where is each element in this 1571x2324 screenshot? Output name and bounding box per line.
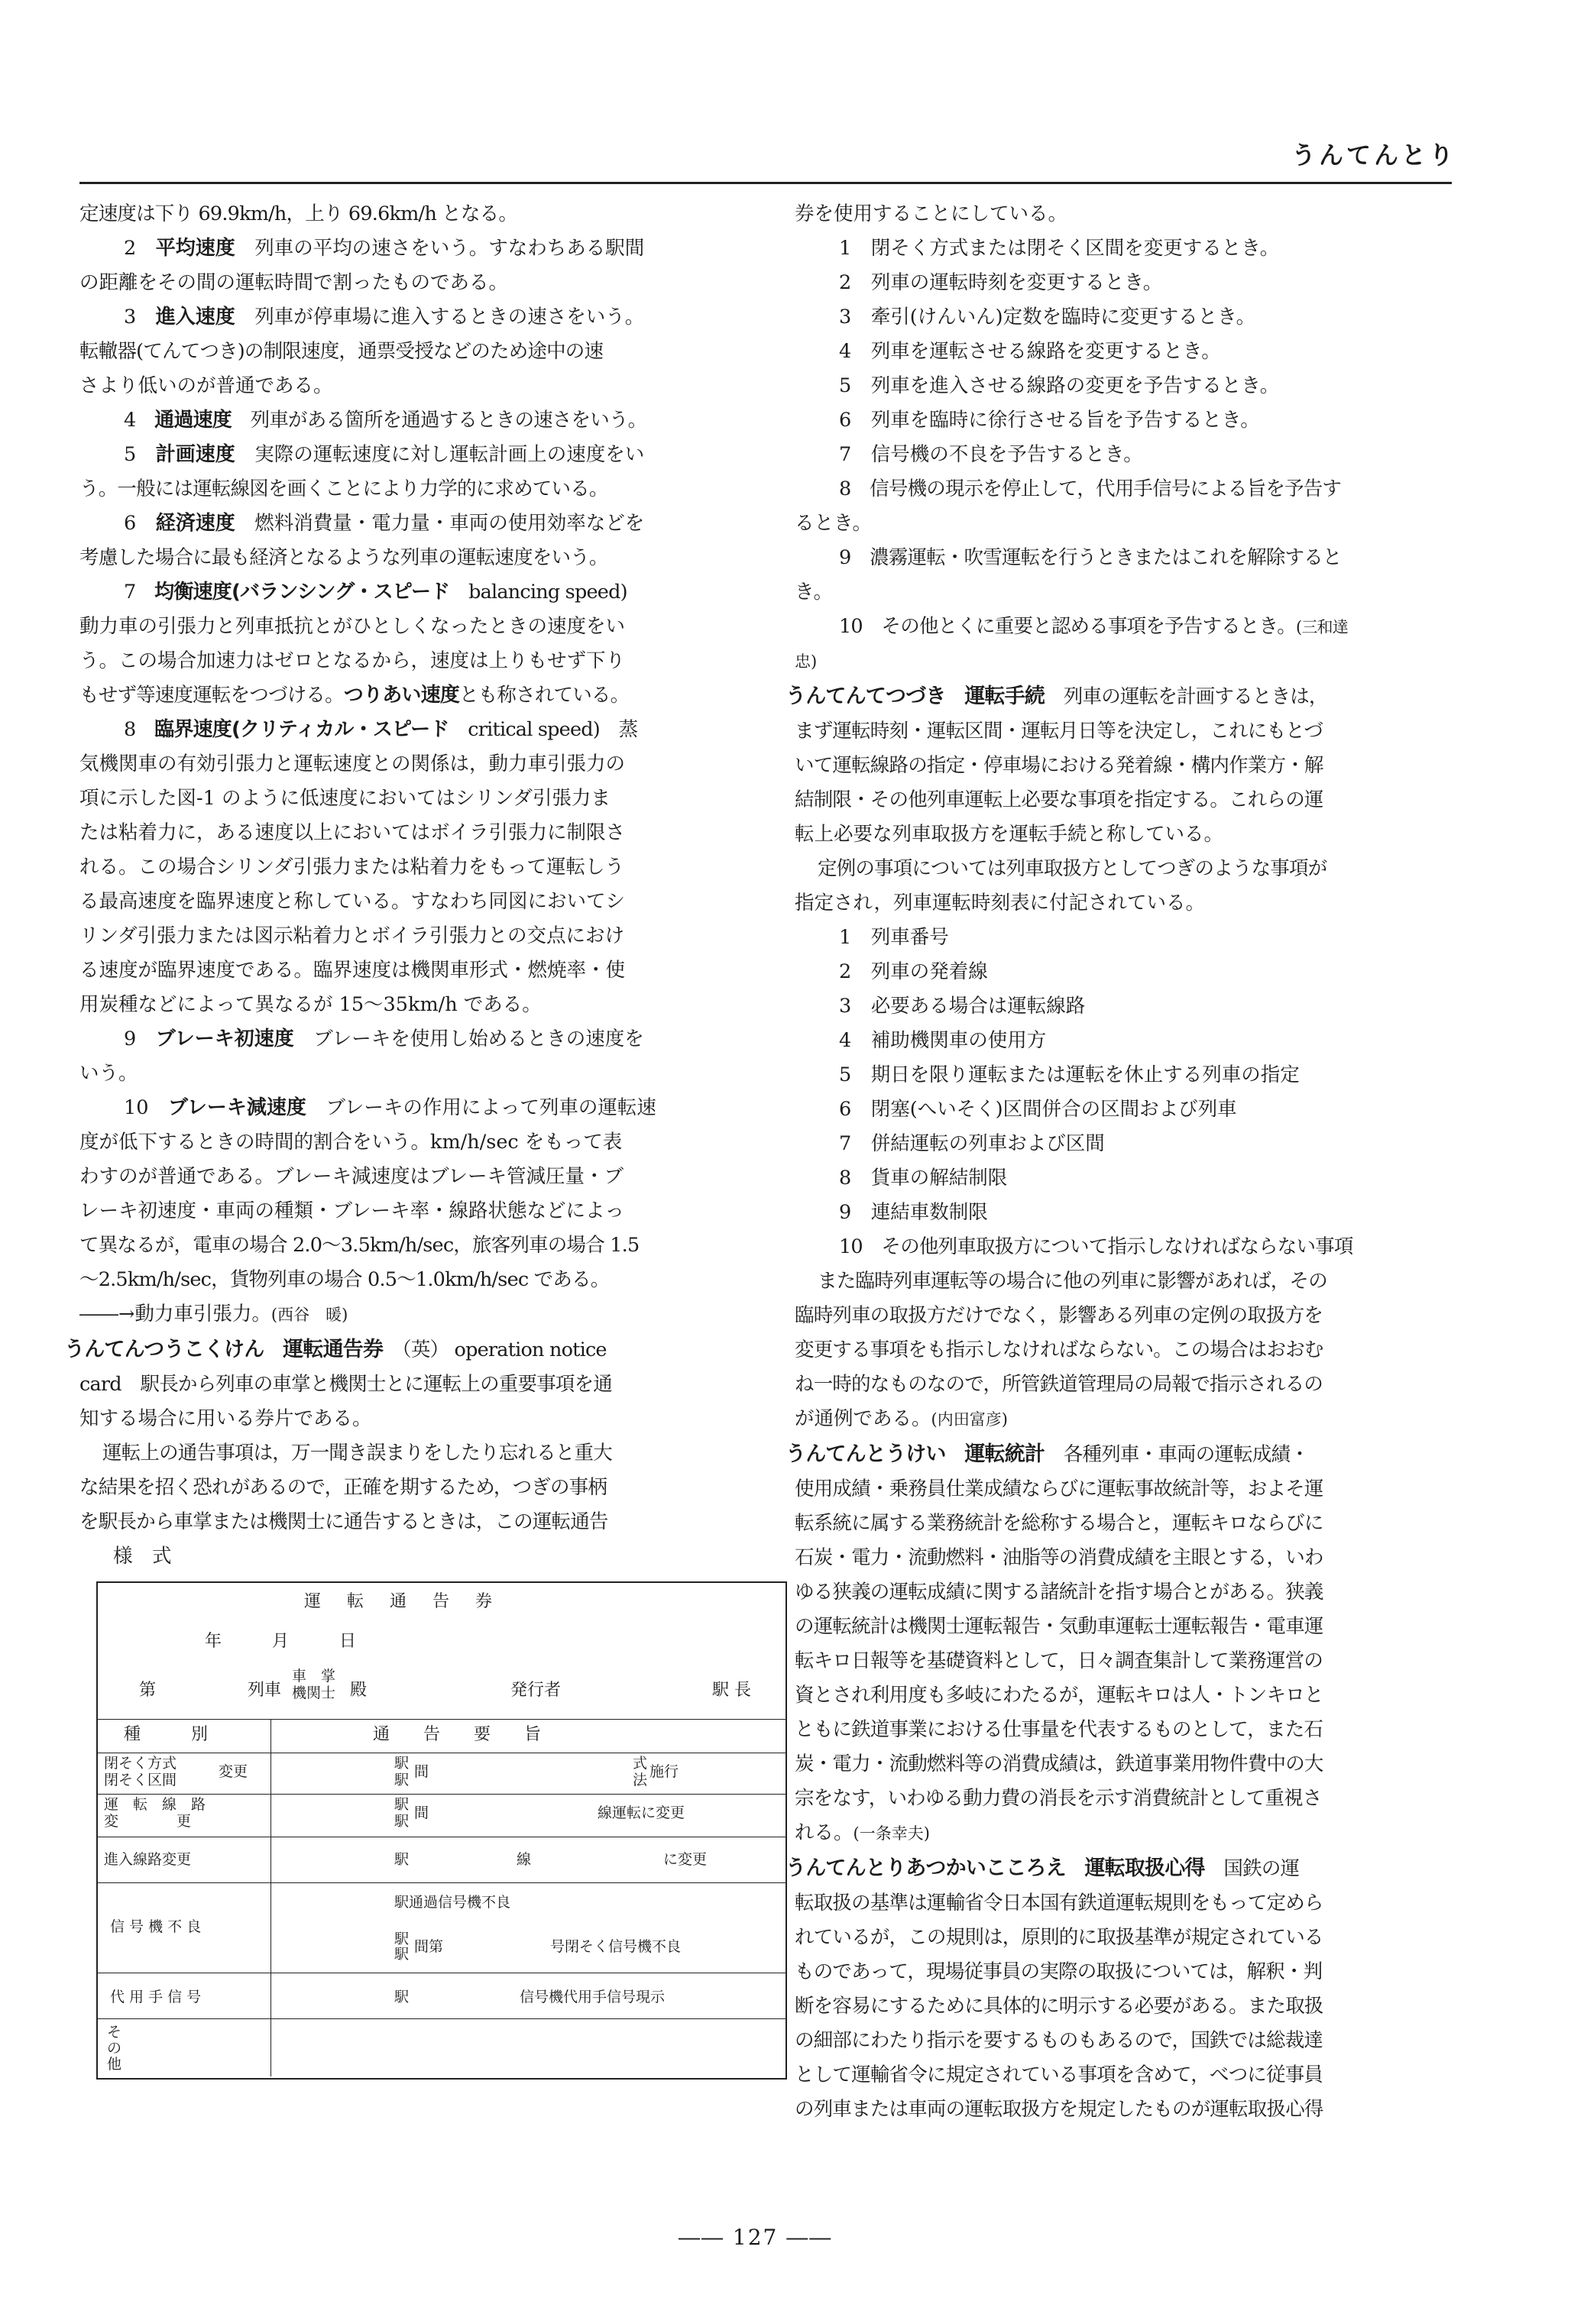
term: 均衡速度(バランシング・スピード: [154, 581, 450, 604]
text-line: る最高速度を臨界速度と称している。すなわち同図においてシ: [79, 890, 626, 913]
text-line: の列車または車両の運転取扱方を規定したものが運転取扱心得: [795, 2098, 1323, 2121]
text-line: な結果を招く恐れがあるので，正確を期するため，つぎの事柄: [79, 1476, 607, 1499]
left-column: [64, 197, 751, 2080]
text-line: き。: [795, 581, 833, 604]
form-cell: 駅: [394, 1813, 410, 1830]
form-cell: 駅通過信号機不良: [394, 1894, 511, 1911]
form-cell: に変更: [663, 1851, 708, 1868]
form-cell: 閉そく方式: [104, 1755, 177, 1772]
text-line: れる。(一条幸夫): [795, 1821, 930, 1844]
entry-term: 運転取扱心得: [1084, 1856, 1205, 1880]
entry-term: 運転統計: [964, 1442, 1045, 1466]
operation-notice-form: [96, 1581, 787, 2080]
text-line: う。一般には運転線図を画くことにより力学的に求めている。: [79, 477, 608, 500]
form-date: 年 月 日: [205, 1632, 357, 1651]
form-cell: 法: [633, 1772, 648, 1788]
form-cell: 変 更: [104, 1813, 192, 1830]
text-line: 知する場合に用いる券片である。: [79, 1407, 372, 1430]
form-cell: 駅: [394, 1931, 410, 1947]
list-item: 2 列車の運転時刻を変更するとき。: [839, 271, 1163, 294]
author: (内田富彦): [931, 1410, 1008, 1429]
text-line: わすのが普通である。ブレーキ減速度はブレーキ管減圧量・ブ: [79, 1165, 624, 1188]
list-item: 5 計画速度 実際の運転速度に対し運転計画上の速度をい: [124, 443, 645, 466]
author: (西谷 暖): [270, 1306, 348, 1324]
term: 通過速度: [154, 409, 232, 432]
form-cell: 進入線路変更: [104, 1851, 192, 1868]
entry-heading: うんてんとうけい 運転統計 各種列車・車両の運転成績・: [786, 1442, 1309, 1466]
text-line: 動力車の引張力と列車抵抗とがひとしくなったときの速度をい: [79, 615, 626, 638]
text-line: 転上必要な列車取扱方を運転手続と称している。: [795, 823, 1224, 846]
form-cell: 線: [517, 1851, 532, 1868]
term: 進入速度: [155, 306, 235, 329]
list-item: 8 貨車の解結制限: [839, 1167, 1008, 1190]
text-line: リンダ引張力または図示粘着力とボイラ引張力との交点におけ: [79, 924, 624, 947]
text-line: 項に示した図-1 のように低速度においてはシリンダ引張力ま: [79, 787, 611, 810]
term: 経済速度: [155, 512, 235, 535]
form-cell: 駅: [394, 1851, 410, 1868]
running-header: うんてんとり: [1291, 141, 1457, 170]
list-item: 2 平均速度 列車の平均の速さをいう。すなわちある駅間: [124, 237, 645, 260]
header-rule: [79, 182, 1452, 184]
form-cell: 駅: [394, 1796, 410, 1813]
column-header: 種 別: [124, 1725, 209, 1744]
text-line: いう。: [79, 1062, 138, 1085]
text-line: 炭・電力・流動燃料等の消費成績は，鉄道事業用物件費中の大: [795, 1753, 1323, 1775]
text-line: として運輸省令に規定されている事項を含めて，べつに従事員: [795, 2063, 1323, 2086]
form-title: 運 転 通 告 券: [304, 1592, 497, 1611]
text-line: を駅長から車掌または機関士に通告するときは，この運転通告: [79, 1510, 608, 1533]
text-line: が通例である。(内田富彦): [795, 1407, 1008, 1430]
form-caption: 様 式: [113, 1545, 172, 1568]
text-line: 断を容易にするために具体的に明示する必要がある。また取扱: [795, 1995, 1323, 2018]
entry-heading: うんてんつうこくけん 運転通告券 （英） operation notice: [64, 1338, 607, 1361]
text-line: たは粘着力に，ある速度以上においてはボイラ引張力に制限さ: [79, 821, 626, 844]
list-item: 4 列車を運転させる線路を変更するとき。: [839, 340, 1221, 363]
text-line: 定例の事項については列車取扱方としてつぎのような事項が: [818, 857, 1327, 880]
form-cell: 間: [414, 1763, 429, 1780]
text-line: 転系統に属する業務統計を総称する場合と，運転キロならびに: [795, 1512, 1323, 1535]
text-line: レーキ初速度・車両の種類・ブレーキ率・線路状態などによっ: [79, 1199, 624, 1222]
form-cell: 号閉そく信号機不良: [550, 1938, 682, 1955]
list-item: 3 必要ある場合は運転線路: [839, 995, 1086, 1018]
list-item: 9 ブレーキ初速度 ブレーキを使用し始めるときの速度を: [124, 1028, 644, 1050]
text-line: るとき。: [795, 512, 872, 535]
text-line: 石炭・電力・流動燃料・油脂等の消費成績を主眼とする，いわ: [795, 1546, 1323, 1569]
entry-reading: うんてんてつづき: [786, 685, 946, 708]
form-label: 機関士: [292, 1685, 336, 1701]
text-line: の運転統計は機関士運転報告・気動車運転士運転報告・電車運: [795, 1615, 1323, 1638]
text-line: 考慮した場合に最も経済となるような列車の運転速度をいう。: [79, 546, 608, 569]
list-item: 1 閉そく方式または閉そく区間を変更するとき。: [839, 237, 1280, 260]
entry-term: 運転通告券: [283, 1338, 384, 1361]
author: 忠): [795, 652, 818, 671]
list-item: 10 その他とくに重要と認める事項を予告するとき。(三和達: [839, 615, 1348, 638]
text-line: 転轍器(てんてつき)の制限速度，通票受授などのため途中の速: [79, 340, 604, 363]
text-line: 券を使用することにしている。: [795, 202, 1068, 225]
form-cell: 信号機代用手信号現示: [520, 1989, 666, 2005]
text-line: 転キロ日報等を基礎資料として，日々調査集計して業務運営の: [795, 1649, 1323, 1672]
text-line: の距離をその間の運転時間で割ったものである。: [79, 271, 509, 294]
form-cell: 変更: [219, 1763, 248, 1780]
entry-reading: うんてんとりあつかいこころえ: [786, 1856, 1066, 1880]
list-item: 6 経済速度 燃料消費量・電力量・車両の使用効率などを: [124, 512, 645, 535]
list-item: 7 均衡速度(バランシング・スピード balancing speed): [124, 581, 627, 604]
list-item: 4 補助機関車の使用方: [839, 1029, 1047, 1052]
form-cell: 閉そく区間: [104, 1772, 177, 1788]
text-line: 資とされ利用度も多岐にわたるが，運転キロは人・トンキロと: [795, 1684, 1323, 1707]
term: ブレーキ減速度: [167, 1096, 306, 1119]
form-cell: 間第: [414, 1938, 444, 1955]
list-item: 1 列車番号: [839, 926, 949, 949]
form-cell: その他: [107, 2024, 122, 2073]
text-line: 気機関車の有効引張力と運転速度との関係は，動力車引張力の: [79, 753, 626, 775]
text-line: 宗をなす，いわゆる動力費の消長を示す消費統計として重視さ: [795, 1787, 1322, 1810]
entry-reading: うんてんつうこくけん: [64, 1338, 264, 1361]
text-line: 運転上の通告事項は，万一聞き誤まりをしたり忘れると重大: [102, 1442, 612, 1465]
list-item: 5 列車を進入させる線路の変更を予告するとき。: [839, 374, 1280, 397]
text-line: また臨時列車運転等の場合に他の列車に影響があれば，その: [818, 1270, 1327, 1293]
text-line: 度が低下するときの時間的割合をいう。km/h/sec をもって表: [79, 1131, 623, 1154]
term: 計画速度: [155, 443, 235, 466]
text-line: ともに鉄道事業における仕事量を代表するものとして，また石: [795, 1718, 1323, 1741]
form-cell: 運 転 線 路: [104, 1796, 206, 1813]
form-cell: 駅: [394, 1755, 410, 1772]
form-cell: 施行: [649, 1763, 679, 1780]
text-line: card 駅長から列車の車掌と機関士とに運転上の重要事項を通: [79, 1373, 612, 1396]
list-item: 3 進入速度 列車が停車場に進入するときの速さをいう。: [124, 306, 645, 329]
form-cell: 式: [633, 1755, 648, 1772]
entry-term: 運転手続: [964, 685, 1045, 708]
list-item: 8 臨界速度(クリティカル・スピード critical speed) 蒸: [124, 718, 638, 741]
right-column: [786, 197, 1452, 2127]
author: (三和達: [1295, 618, 1348, 636]
list-item: 4 通過速度 列車がある箇所を通過するときの速さをいう。: [124, 409, 647, 432]
text-line: 用炭種などによって異なるが 15～35km/h である。: [79, 993, 542, 1016]
page-number: ―― 127 ――: [679, 2225, 833, 2250]
text-line: 変更する事項をも指示しなければならない。この場合はおおむ: [795, 1338, 1323, 1361]
form-cell: 線運転に変更: [598, 1804, 685, 1821]
list-item: 8 信号機の現示を停止して，代用手信号による旨を予告す: [839, 477, 1342, 500]
form-label: 列車: [248, 1681, 282, 1700]
form-cell: 駅: [394, 1772, 410, 1788]
list-item: 5 期日を限り運転または運転を休止する列車の指定: [839, 1063, 1300, 1086]
form-label: 駅 長: [712, 1681, 751, 1700]
text-line: れているが，この規則は，原則的に取扱基準が規定されている: [795, 1926, 1323, 1949]
text-line: 結制限・その他列車運転上必要な事項を指定する。これらの運: [795, 788, 1323, 811]
entry-heading: うんてんてつづき 運転手続 列車の運転を計画するときは，: [786, 685, 1328, 708]
term: 臨界速度(クリティカル・スピード: [154, 718, 449, 741]
entry-heading: うんてんとりあつかいこころえ 運転取扱心得 国鉄の運: [786, 1856, 1300, 1880]
text-line: さより低いのが普通である。: [79, 374, 333, 397]
text-line: 臨時列車の取扱方だけでなく，影響ある列車の定例の取扱方を: [795, 1304, 1323, 1327]
text-line: ものであって，現場従事員の実際の取扱については，解釈・判: [795, 1960, 1323, 1983]
list-item: 7 併結運転の列車および区間: [839, 1132, 1105, 1155]
form-cell: 間: [414, 1804, 429, 1821]
form-label: 車 掌: [292, 1668, 336, 1685]
term: つりあい速度: [343, 684, 460, 707]
text-line: ね一時的なものなので，所管鉄道管理局の局報で指示されるの: [795, 1373, 1323, 1396]
form-cell: 駅: [394, 1946, 410, 1963]
text-line: 指定され，列車運転時刻表に付記されている。: [795, 892, 1206, 914]
list-item: 6 列車を臨時に徐行させる旨を予告するとき。: [839, 409, 1260, 432]
form-cell: 代 用 手 信 号: [110, 1989, 202, 2005]
form-label: 第: [139, 1681, 157, 1700]
term: 平均速度: [155, 237, 235, 260]
list-item: 2 列車の発着線: [839, 960, 988, 983]
text-line: 定速度は下り 69.9km/h，上り 69.6km/h となる。: [79, 202, 518, 225]
author: (一条幸夫): [853, 1824, 930, 1843]
list-item: 9 濃霧運転・吹雪運転を行うときまたはこれを解除すると: [839, 546, 1342, 569]
term: ブレーキ初速度: [155, 1028, 294, 1050]
text-line: る速度が臨界速度である。臨界速度は機関車形式・燃焼率・使: [79, 959, 626, 982]
cross-reference: ――→動力車引張力。(西谷 暖): [79, 1303, 348, 1325]
form-cell: 駅: [394, 1989, 410, 2005]
list-item: 7 信号機の不良を予告するとき。: [839, 443, 1143, 466]
text-line: 転取扱の基準は運輸省令日本国有鉄道運転規則をもって定めら: [795, 1892, 1323, 1915]
list-item: 10 その他列車取扱方について指示しなければならない事項: [839, 1235, 1353, 1258]
text-line: の細部にわたり指示を要するものもあるので，国鉄では総裁達: [795, 2029, 1323, 2052]
text-line: ゆる狭義の運転成績に関する諸統計を指す場合とがある。狭義: [795, 1581, 1323, 1604]
text-line: れる。この場合シリンダ引張力または粘着力をもって運転しう: [79, 856, 624, 879]
list-item: 10 ブレーキ減速度 ブレーキの作用によって列車の運転速: [124, 1096, 656, 1119]
entry-reading: うんてんとうけい: [786, 1442, 946, 1466]
text-line: う。この場合加速力はゼロとなるから，速度は上りもせず下り: [79, 649, 626, 672]
form-label: 発行者: [510, 1681, 562, 1700]
form-cell: 信 号 機 不 良: [110, 1918, 202, 1935]
list-item: 6 閉塞(へいそく)区間併合の区間および列車: [839, 1098, 1237, 1121]
text-line: いて運転線路の指定・停車場における発着線・構内作業方・解: [795, 754, 1323, 777]
list-item: 3 牽引(けんいん)定数を臨時に変更するとき。: [839, 306, 1256, 329]
column-header: 通 告 要 旨: [373, 1725, 542, 1744]
form-label: 殿: [350, 1681, 368, 1700]
list-item: 9 連結車数制限: [839, 1201, 988, 1224]
text-line: 使用成績・乗務員仕業成績ならびに運転事故統計等，およそ運: [795, 1478, 1323, 1500]
text-line: ～2.5km/h/sec，貨物列車の場合 0.5～1.0km/h/sec である。: [79, 1268, 610, 1291]
text-line: て異なるが，電車の場合 2.0～3.5km/h/sec，旅客列車の場合 1.5: [79, 1234, 640, 1257]
text-line: もせず等速度運転をつづける。つりあい速度とも称されている。: [79, 684, 630, 707]
text-line: まず運転時刻・運転区間・運転月日等を決定し，これにもとづ: [795, 720, 1323, 743]
